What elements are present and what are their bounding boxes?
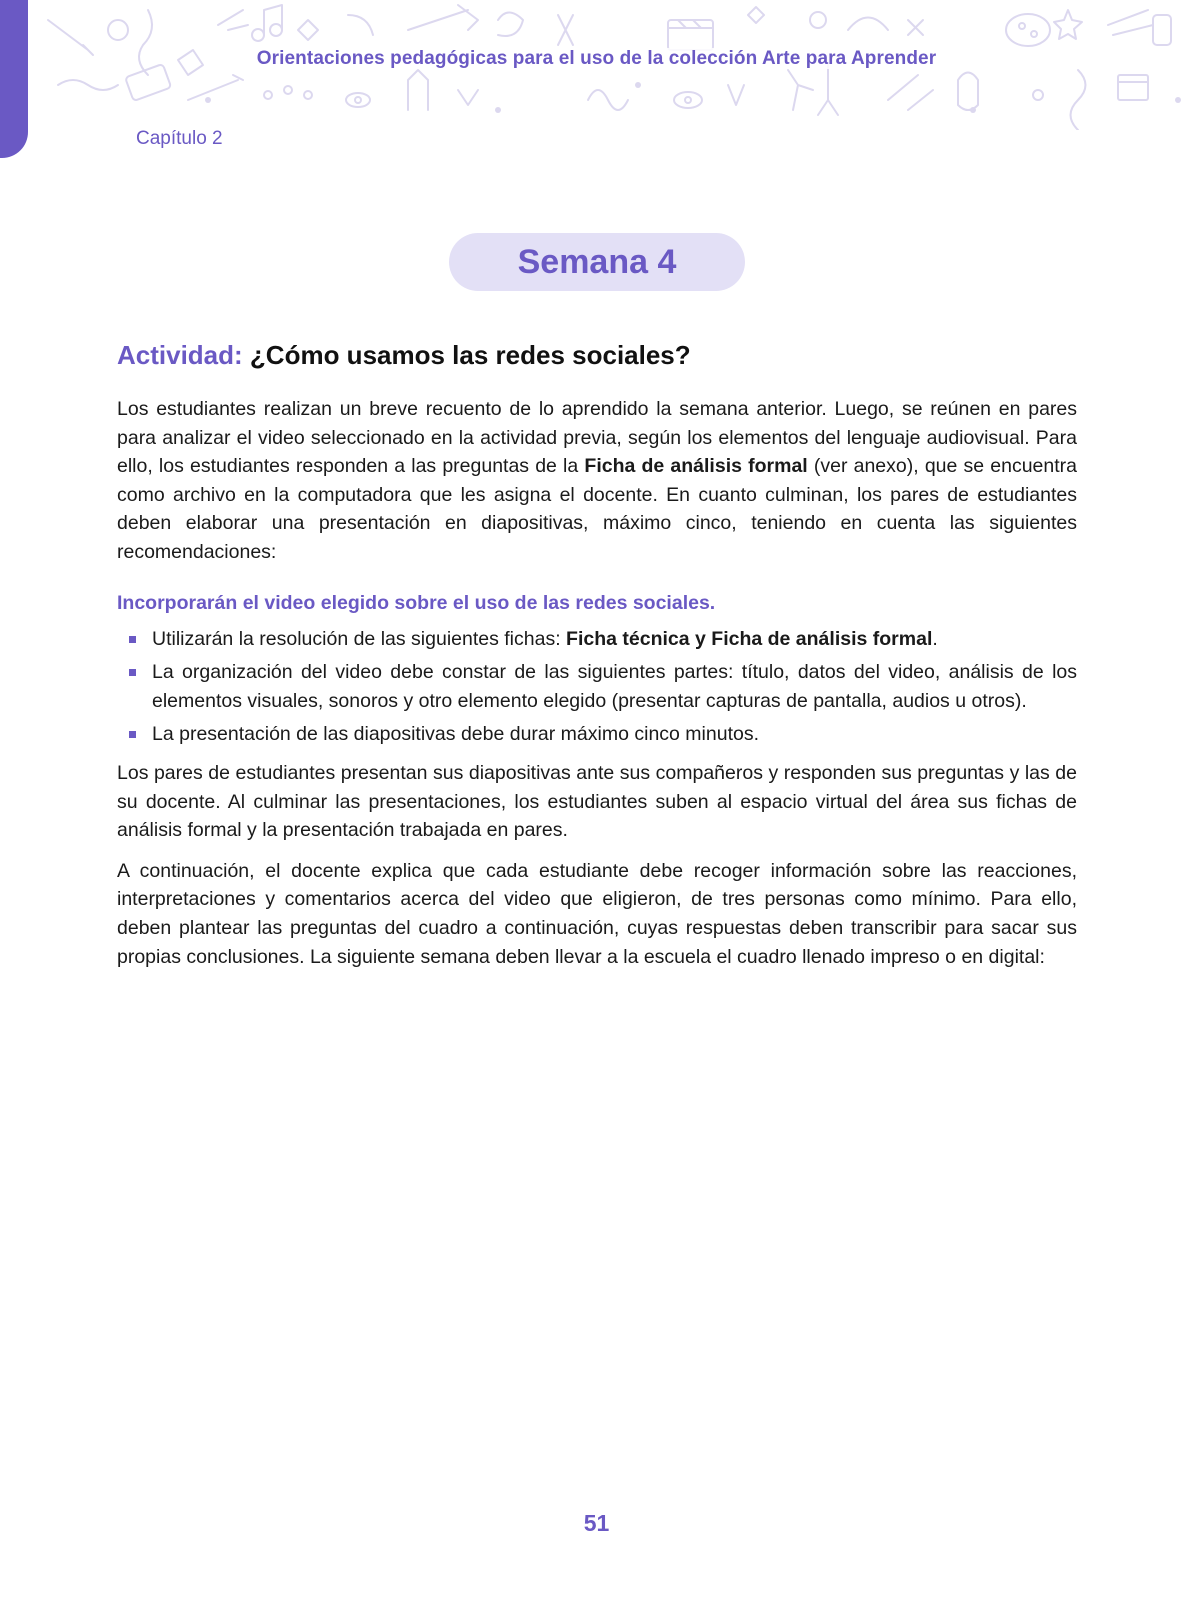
chapter-tab-marker — [0, 0, 28, 158]
list-item-text: La presentación de las diapositivas debe durar máximo cinco minutos. — [152, 723, 759, 746]
list-item-bold: Ficha técnica y Ficha de análisis formal — [566, 627, 933, 650]
page-number: 51 — [583, 1510, 610, 1536]
activity-title — [117, 340, 1077, 371]
activity-label: Actividad: — [117, 340, 243, 370]
square-bullet-icon — [129, 731, 136, 738]
intro-paragraph — [117, 395, 1077, 567]
square-bullet-icon — [129, 636, 136, 643]
survey-paragraph: A continuación, el docente explica que cada estudiante debe recoger información sobre las reacciones, interpretaciones y comentarios acerca del video que eligieron, de tres personas como mínimo. Para ello, deben plantear las preguntas del cuadro a continuación, cuyas respuestas deben transcribir para sacar sus propias conclusiones. La siguiente semana deben llevar a la escuela el cuadro llenado impreso o en digital: — [117, 859, 1077, 968]
list-item-text: La organización del video debe constar de las siguientes partes: título, datos del video, análisis de los elementos visuales, sonoros y otro elemento elegido (presentar capturas de pantalla, audios u otros). — [152, 661, 1077, 712]
presentation-paragraph: Los pares de estudiantes presentan sus diapositivas ante sus compañeros y responden sus preguntas y las de su docente. Al culminar las presentaciones, los estudiantes suben al espacio virtual del área sus fichas de análisis formal y la presentación trabajada en pares. — [117, 761, 1077, 842]
intro-bold-term: Ficha de análisis formal — [584, 455, 808, 478]
list-item-text-start: Utilizarán la resolución de las siguientes fichas: — [152, 627, 567, 650]
recommendations-subheading: Incorporarán el video elegido sobre el uso de las redes sociales. — [117, 591, 716, 614]
intro-text-start: Los estudiantes realizan un breve recuento de lo aprendido la semana anterior. Luego, se reúnen en pares para analizar el video seleccionado en la actividad previa, según los elementos del lenguaje audiovisual. Para ello, los estudiantes responden a las preguntas de la — [117, 398, 1077, 478]
intro-text-end: (ver anexo), que se encuentra como archivo en la computadora que les asigna el docente. En cuanto culminan, los pares de estudiantes deben elaborar una presentación en diapositivas, máximo cinco, teniendo en cuenta las siguientes recomendaciones: — [117, 455, 1077, 563]
recommendations-list — [117, 625, 1077, 749]
square-bullet-icon — [129, 669, 136, 676]
running-header-text: Orientaciones pedagógicas para el uso de la colección Arte para Aprender — [253, 48, 940, 69]
running-header — [0, 48, 1193, 70]
chapter-label: Capítulo 2 — [136, 128, 223, 149]
list-item — [117, 658, 1077, 715]
list-item — [117, 625, 1077, 654]
main-content — [117, 340, 1077, 983]
list-item-text-end: . — [932, 627, 938, 650]
activity-question: ¿Cómo usamos las redes sociales? — [249, 340, 691, 370]
list-item — [117, 720, 1077, 749]
week-badge: Semana 4 — [449, 233, 745, 291]
